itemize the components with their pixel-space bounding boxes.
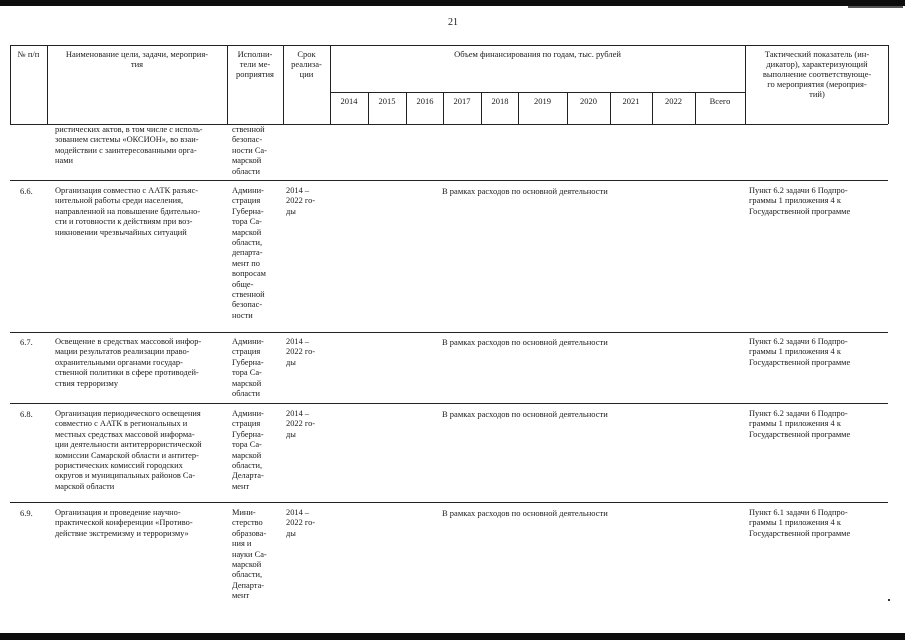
row-executor: ственной безопас- ности Са- марской области [232, 125, 267, 176]
row-name: Освещение в средствах массовой инфор- мации результатов реализации право- охранительными органами государ- ственной политики в сфере противодей- ствия терроризму [55, 337, 202, 388]
header-num: № п/п [17, 49, 40, 59]
scan-artifact [888, 599, 890, 601]
row-term: 2014 – 2022 го- ды [286, 186, 316, 216]
row-financing: В рамках расходов по основной деятельности [442, 186, 608, 196]
row-executor: Админи- страция Губерна- тора Са- марской области, департа- мент по вопросам обще- ственной безопас- ности [232, 186, 266, 320]
row-term: 2014 – 2022 го- ды [286, 409, 316, 439]
year-header-total: Всего [709, 96, 731, 106]
row-divider [10, 332, 888, 333]
col-border [47, 45, 48, 124]
row-divider [10, 180, 888, 181]
row-executor: Мини- стерство образова- ния и науки Са- марской области, Департа- мент [232, 508, 267, 601]
header-indicator: Тактический показатель (ин- дикатор), характеризующий выполнение соответствующе- го мероприятия (мероприя- тий) [762, 49, 872, 99]
scan-border-top [0, 0, 905, 6]
row-divider [10, 403, 888, 404]
scan-border-bottom [0, 633, 905, 640]
header-financing: Объем финансирования по годам, тыс. рублей [454, 49, 621, 59]
row-name: Организация и проведение научно- практической конференции «Противо- действие экстремизму и терроризму» [55, 508, 193, 538]
row-name: Организация периодического освещения совместно с ААТК в региональных и местных средствах массовой информа- ции деятельности антитеррористической комиссии Самарской области и антитер- рористических комиссий городских округов и муниципальных районов Са- марской области [55, 409, 202, 491]
year-header: 2015 [378, 96, 396, 106]
years-header-divider [330, 92, 745, 93]
col-border [888, 45, 889, 124]
row-term: 2014 – 2022 го- ды [286, 337, 316, 367]
table-top-border [10, 45, 888, 46]
row-indicator: Пункт 6.1 задачи 6 Подпро- граммы 1 приложения 4 к Государственной программе [749, 508, 851, 538]
header-name: Наименование цели, задачи, мероприя- тия [65, 49, 209, 69]
year-header: 2022 [665, 96, 682, 106]
scan-artifact [848, 6, 903, 8]
header-executor: Исполни- тели ме- роприятия [236, 49, 274, 79]
row-indicator: Пункт 6.2 задачи 6 Подпро- граммы 1 приложения 4 к Государственной программе [749, 337, 851, 367]
row-financing: В рамках расходов по основной деятельности [442, 508, 608, 518]
page-number: 21 [448, 17, 458, 28]
row-financing: В рамках расходов по основной деятельности [442, 337, 608, 347]
col-border [745, 45, 746, 124]
row-financing: В рамках расходов по основной деятельности [442, 409, 608, 419]
row-executor: Админи- страция Губерна- тора Са- марской области, Деларта- мент [232, 409, 264, 491]
row-executor: Админи- страция Губерна- тора Са- марской области [232, 337, 264, 399]
row-term: 2014 – 2022 го- ды [286, 508, 316, 538]
row-number: 6.8. [20, 409, 33, 419]
year-header: 2021 [622, 96, 640, 106]
year-header: 2016 [416, 96, 434, 106]
year-header: 2018 [491, 96, 509, 106]
row-indicator: Пункт 6.2 задачи 6 Подпро- граммы 1 приложения 4 к Государственной программе [749, 409, 851, 439]
year-header: 2017 [453, 96, 471, 106]
row-number: 6.7. [20, 337, 33, 347]
header-term: Срок реализа- ции [291, 49, 322, 79]
row-name: ристических актов, в том числе с исполь- зованием системы «ОКСИОН», во взаи- модействии с заинтересованными орга- нами [55, 125, 203, 166]
year-header: 2019 [534, 96, 551, 106]
row-divider [10, 502, 888, 503]
row-name: Организация совместно с ААТК разъяс- нительной работы среди населения, направленной на повышение бдительно- сти и готовности к действиям при воз- никновении чрезвычайных ситуаций [55, 186, 201, 237]
row-number: 6.9. [20, 508, 33, 518]
row-number: 6.6. [20, 186, 33, 196]
year-header: 2020 [580, 96, 597, 106]
row-indicator: Пункт 6.2 задачи 6 Подпро- граммы 1 приложения 4 к Государственной программе [749, 186, 851, 216]
year-header: 2014 [340, 96, 358, 106]
